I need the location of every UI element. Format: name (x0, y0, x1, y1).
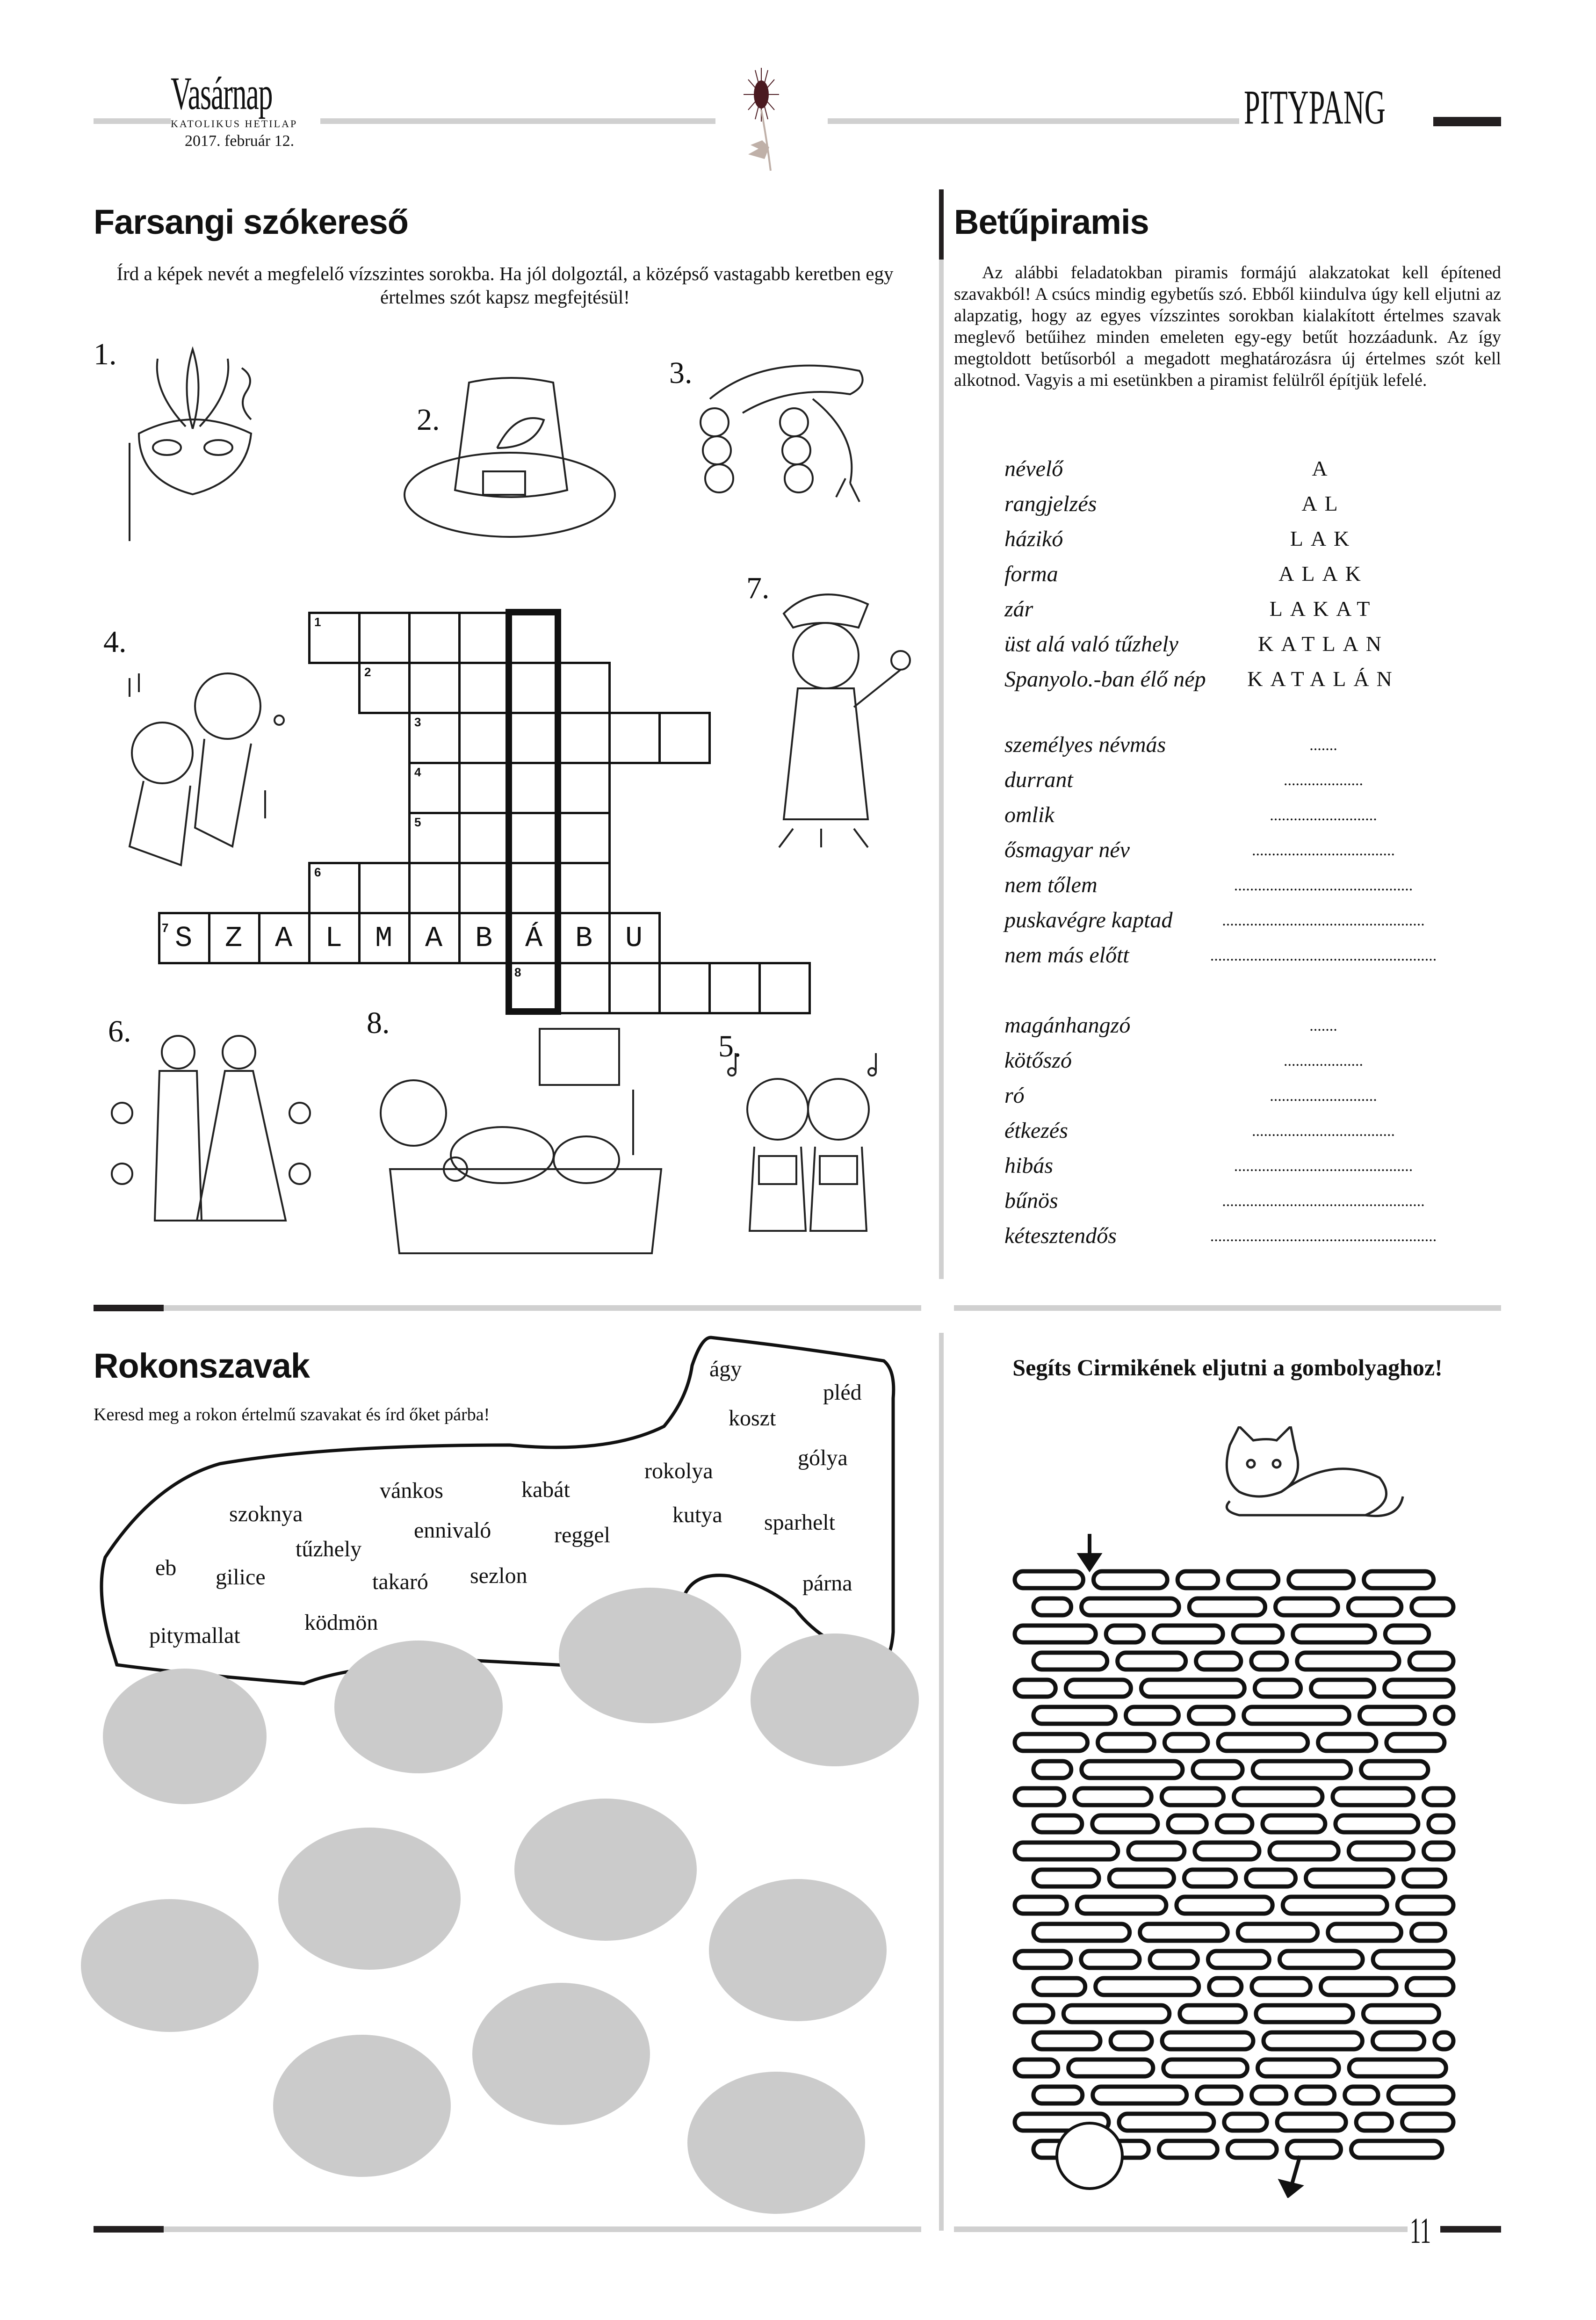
maze-wall (1228, 1571, 1278, 1588)
maze-wall (1033, 2032, 1100, 2049)
maze-wall (1168, 1815, 1206, 1832)
maze-wall (1257, 2060, 1339, 2076)
maze-wall (1109, 1870, 1174, 1886)
maze-wall (1118, 1653, 1186, 1670)
related-word: pitymallat (149, 1623, 240, 1648)
maze-wall (1015, 2005, 1053, 2022)
pyramid-answer[interactable]: ......................................................... (1210, 947, 1437, 964)
rokon-title: Rokonszavak (94, 1346, 310, 1385)
pyramid-clue: durrant (1004, 767, 1073, 792)
maze-wall (1015, 2060, 1058, 2076)
piramis-intro: Az alábbi feladatokban piramis formájú alakzatokat kell építened szavakból! A csúcs mindig egybetűs szó. Ebből kiindulva úgy kell eljutni az alapzatig, hogy az egyes vízszintes sorokban kialakított értelmes szavak meglevő betűihez minden emeleten egy-egy betűt hozzáadunk. Az így megtoldott betűsorból a megadott meghatározásra új értelmes szót kell alkotnod. Vagyis a mi esetünkben a piramist felülről építjük lefelé. (954, 263, 1501, 390)
maze-wall (1435, 1707, 1453, 1724)
maze-wall (1349, 2060, 1446, 2076)
pyramid-answer: AL (1301, 491, 1345, 515)
maze-wall (1033, 1707, 1115, 1724)
maze-wall (1289, 1571, 1354, 1588)
pyramid-answer[interactable]: .................... (1284, 1052, 1363, 1070)
maze-wall (1256, 2005, 1353, 2022)
maze-title: Segíts Cirmikének eljutni a gombolyaghoz! (1012, 1354, 1443, 1380)
related-word: ködmön (304, 1610, 378, 1635)
maze-wall (1333, 1788, 1413, 1805)
pyramid-clue: hibás (1004, 1153, 1054, 1178)
pyramid-clue: forma (1004, 562, 1058, 586)
maze-wall (1363, 2005, 1439, 2022)
maze-wall (1033, 1924, 1130, 1941)
maze-wall (1264, 2032, 1362, 2049)
pyramid-clue: ró (1004, 1083, 1025, 1108)
maze-wall (1106, 1626, 1143, 1642)
footer-rule-left (164, 2226, 921, 2232)
pyramid-answer[interactable]: ............................................. (1234, 877, 1413, 894)
maze-wall (1361, 1761, 1428, 1778)
related-word: vánkos (380, 1478, 443, 1503)
pyramid-answer[interactable]: .................................... (1252, 842, 1395, 859)
maze-wall (1270, 1843, 1338, 1859)
maze-wall (1348, 1598, 1401, 1615)
maze-wall (1196, 1653, 1241, 1670)
maze-wall (1077, 1897, 1166, 1914)
maze-wall (1388, 2087, 1453, 2103)
picture-number-7: 7. (746, 571, 770, 605)
maze-wall (1252, 2087, 1286, 2103)
maze-wall (1189, 1598, 1265, 1615)
maze-wall (1255, 1680, 1300, 1697)
pyramid-answer: ALAK (1278, 562, 1368, 585)
maze-wall (1246, 1870, 1296, 1886)
maze-wall (1253, 1761, 1350, 1778)
crossword-clue-number: 5 (414, 815, 421, 829)
maze-wall (1195, 1843, 1259, 1859)
pyramid-clue: rangjelzés (1004, 491, 1097, 516)
pyramid-clue: nem más előtt (1004, 943, 1129, 968)
related-word: kutya (672, 1503, 722, 1527)
related-word: tűzhely (296, 1537, 362, 1561)
related-word: sparhelt (764, 1510, 835, 1535)
maze-wall (1096, 1978, 1199, 1995)
maze-wall (1306, 1870, 1394, 1886)
cat-picture (1211, 1426, 1408, 1525)
pyramid-clue: puskavégre kaptad (1004, 908, 1173, 932)
footer-accent-right (1440, 2226, 1501, 2233)
maze-wall (1209, 1978, 1242, 1995)
section-title: PITYPANG (1244, 80, 1386, 134)
related-word: gilice (216, 1565, 266, 1590)
pyramid-clue: üst alá való tűzhely (1004, 632, 1178, 657)
maze-wall (1180, 2005, 1246, 2022)
pyramid-clue: nem tőlem (1004, 873, 1098, 897)
maze-wall (1177, 1897, 1272, 1914)
maze-wall (1318, 1734, 1376, 1751)
pyramid-answer[interactable]: ......................................................... (1210, 1228, 1437, 1245)
maze-wall (1287, 2141, 1341, 2158)
rokon-instructions: Keresd meg a rokon értelmű szavakat és írd őket párba! (94, 1405, 490, 1424)
related-word: koszt (729, 1406, 776, 1431)
answer-pair-slot[interactable] (81, 1899, 259, 2032)
pyramid-clue: személyes névmás (1004, 732, 1166, 757)
maze-wall (1033, 1978, 1085, 1995)
maze-wall (1385, 1680, 1453, 1697)
maze-wall (1033, 1815, 1082, 1832)
maze-wall (1429, 1815, 1453, 1832)
pyramid-clue: bűnös (1004, 1188, 1058, 1213)
maze-wall (1189, 1707, 1233, 1724)
maze-wall (1015, 1897, 1067, 1914)
maze-wall (1128, 1843, 1184, 1859)
crossword-clue-number: 7 (162, 921, 169, 935)
maze-wall (1238, 1924, 1317, 1941)
maze-wall (1069, 2060, 1153, 2076)
maze-wall (1082, 1761, 1183, 1778)
crossword-clue-number: 4 (414, 765, 421, 779)
answer-pair-slot[interactable] (472, 1983, 650, 2125)
farsang-instructions: Írd a képek nevét a megfelelő vízszintes sorokba. Ha jól dolgoztál, a középső vastagabb keretben egy értelmes szót kapsz megfejtésül! (116, 263, 894, 308)
logo-title: Vasárnap (171, 67, 273, 119)
pyramid-answer: KATALÁN (1247, 667, 1400, 691)
maze-wall (1218, 1734, 1308, 1751)
maze-wall (1279, 1951, 1363, 1968)
issue-date: 2017. február 12. (185, 132, 295, 150)
maze-wall (1193, 1761, 1242, 1778)
pyramid-clue: omlik (1004, 802, 1054, 827)
related-word: szoknya (229, 1502, 303, 1526)
maze-wall (1075, 1788, 1151, 1805)
pyramid-clue: házikó (1004, 527, 1063, 551)
maze-wall (1244, 1707, 1350, 1724)
pyramid-answer: KATLAN (1258, 632, 1389, 656)
maze-wall (1081, 1951, 1140, 1968)
maze-wall (1224, 2114, 1267, 2131)
pyramid-answer[interactable]: ............................................. (1234, 1157, 1413, 1175)
maze-wall (1150, 1951, 1198, 1968)
maze-wall (1033, 1761, 1071, 1778)
crossword-clue-number: 6 (314, 865, 321, 879)
related-word: reggel (554, 1523, 610, 1547)
maze-wall (1252, 1978, 1311, 1995)
maze-wall (1015, 1626, 1096, 1642)
maze-wall (1066, 1680, 1131, 1697)
footer-accent-left (94, 2226, 164, 2233)
maze-wall (1351, 2141, 1442, 2158)
maze-wall (1387, 1734, 1444, 1751)
maze-wall (1015, 1788, 1064, 1805)
maze-wall (1234, 1788, 1322, 1805)
maze-wall (1098, 1734, 1155, 1751)
maze-wall (1407, 1978, 1453, 1995)
maze-wall (1141, 1680, 1244, 1697)
maze-wall (1208, 1951, 1269, 1968)
picture-number-3: 3. (669, 356, 693, 390)
maze-wall (1403, 1870, 1445, 1886)
answer-pair-slot[interactable] (334, 1641, 503, 1773)
crossword-clue-number: 1 (314, 615, 321, 629)
picture-number-6: 6. (108, 1014, 131, 1048)
maze-wall (1015, 1951, 1071, 1968)
related-word: kabát (521, 1477, 570, 1502)
maze-wall (1092, 1815, 1158, 1832)
maze-wall (1140, 1924, 1228, 1941)
answer-pair-slot[interactable] (273, 2035, 451, 2177)
maze-wall (1372, 2032, 1424, 2049)
maze-wall (1356, 2114, 1392, 2131)
maze-wall (1359, 1707, 1424, 1724)
maze-wall (1277, 2114, 1346, 2131)
related-word: gólya (798, 1445, 848, 1470)
maze-wall (1082, 1598, 1179, 1615)
answer-pair-slot[interactable] (103, 1669, 267, 1804)
answer-pair-slot[interactable] (514, 1799, 697, 1941)
maze-wall (1163, 2060, 1248, 2076)
maze-wall (1197, 2087, 1242, 2103)
maze-wall (1297, 2087, 1335, 2103)
answer-pair-slot[interactable] (278, 1828, 461, 1970)
pyramid-answer[interactable]: ................................................... (1222, 1193, 1425, 1210)
maze-wall (1311, 1680, 1374, 1697)
maze-wall (1328, 1924, 1401, 1941)
picture-number-2: 2. (417, 403, 440, 437)
maze-wall (1423, 1788, 1453, 1805)
maze-wall (1111, 2032, 1152, 2049)
maze-wall (1297, 1653, 1399, 1670)
pyramid-answer[interactable]: .................................... (1252, 1122, 1395, 1140)
maze-wall (1435, 2032, 1453, 2049)
crossword-row-7-letters: SZALMABÁBU (175, 922, 676, 955)
maze-wall (1126, 1707, 1178, 1724)
piramis-title: Betűpiramis (954, 202, 1149, 241)
maze-wall (1033, 1870, 1099, 1886)
maze-wall (1159, 2141, 1217, 2158)
related-word: sezlon (470, 1563, 527, 1588)
crossword-clue-number: 8 (514, 965, 521, 979)
maze-wall (1411, 1924, 1445, 1941)
footer-rule-right (954, 2226, 1408, 2232)
maze-wall (1412, 1598, 1453, 1615)
start-arrow-icon (1080, 1534, 1099, 1569)
maze-wall (1162, 1788, 1223, 1805)
pyramid-answer[interactable]: ....... (1309, 737, 1337, 754)
maze-wall (1119, 2114, 1214, 2131)
maze-wall (1033, 2087, 1083, 2103)
picture-number-5: 5. (718, 1029, 742, 1063)
maze-wall (1164, 1734, 1208, 1751)
maze-wall (1228, 2141, 1277, 2158)
maze-wall (1015, 1680, 1055, 1697)
maze-wall (1093, 2087, 1187, 2103)
maze-wall (1177, 1571, 1218, 1588)
maze-wall (1293, 1626, 1375, 1642)
pyramid-answer: A (1312, 456, 1335, 480)
maze-wall (1251, 1653, 1287, 1670)
pyramid-clue: névelő (1004, 456, 1063, 481)
pyramid-clue: zár (1004, 597, 1033, 622)
pyramid-clue: ősmagyar név (1004, 838, 1130, 862)
maze-wall (1015, 1571, 1083, 1588)
yarn-ball-icon (1057, 2123, 1122, 2189)
maze-wall (1349, 1843, 1413, 1859)
related-word: rokolya (644, 1459, 713, 1483)
maze-wall (1063, 2005, 1169, 2022)
answer-pair-slot[interactable] (751, 1633, 919, 1766)
logo-subtitle: KATOLIKUS HETILAP (171, 118, 298, 130)
maze-wall (1373, 1951, 1453, 1968)
maze-wall (1217, 1815, 1252, 1832)
pyramid-clue: magánhangzó (1004, 1013, 1131, 1038)
pyramid-answer[interactable]: .................... (1284, 772, 1363, 789)
farsang-title: Farsangi szókereső (94, 202, 408, 241)
maze-wall (1233, 1626, 1283, 1642)
pyramid-clue: étkezés (1004, 1118, 1068, 1143)
maze-wall (1184, 1870, 1235, 1886)
related-word: pléd (823, 1380, 862, 1405)
related-word: párna (802, 1571, 852, 1596)
related-word: eb (155, 1555, 177, 1580)
maze-wall (1033, 1653, 1107, 1670)
maze-wall (1397, 1897, 1453, 1914)
crossword-clue-number: 3 (414, 715, 421, 729)
maze-wall (1364, 1571, 1434, 1588)
pyramid-clue: Spanyolo.-ban élő nép (1004, 667, 1206, 692)
maze-wall (1154, 1626, 1223, 1642)
maze[interactable] (1001, 1534, 1482, 2198)
maze-wall (1385, 1626, 1429, 1642)
related-word: ágy (709, 1357, 742, 1381)
maze-wall (1275, 1598, 1338, 1615)
picture-number-1: 1. (94, 337, 117, 371)
maze-wall (1321, 1978, 1396, 1995)
picture-number-8: 8. (367, 1006, 390, 1040)
maze-wall (1162, 2032, 1253, 2049)
maze-wall (1015, 1734, 1088, 1751)
picture-number-4: 4. (103, 625, 127, 659)
maze-wall (1409, 1653, 1453, 1670)
related-word: takaró (372, 1569, 428, 1594)
pyramid-answer: LAKAT (1269, 597, 1378, 621)
answer-pair-slot[interactable] (687, 2072, 865, 2214)
pyramid-answer: LAK (1290, 527, 1357, 550)
maze-wall (1263, 1815, 1325, 1832)
page-number: 11 (1410, 2210, 1431, 2251)
pyramid-answer[interactable]: ........................... (1270, 807, 1377, 824)
maze-wall (1283, 1897, 1387, 1914)
maze-wall (1033, 1598, 1071, 1615)
pyramid-answer[interactable]: ....... (1309, 1017, 1337, 1034)
maze-wall (1345, 2087, 1378, 2103)
answer-pair-slot[interactable] (709, 1879, 887, 2021)
maze-wall (1423, 1843, 1453, 1859)
pyramid-clue: kötőszó (1004, 1048, 1072, 1073)
pyramid-clue: kétesztendős (1004, 1223, 1117, 1248)
end-arrow-icon (1281, 2156, 1300, 2196)
pyramid-answer[interactable]: ........................... (1270, 1087, 1377, 1105)
crossword-clue-number: 2 (364, 665, 371, 679)
maze-wall (1336, 1815, 1418, 1832)
related-word: ennivaló (414, 1518, 491, 1543)
maze-wall (1015, 1843, 1118, 1859)
answer-pair-slot[interactable] (559, 1588, 741, 1723)
maze-wall (1402, 2114, 1453, 2131)
maze-wall (1093, 1571, 1167, 1588)
pyramid-answer[interactable]: ................................................... (1222, 912, 1425, 929)
